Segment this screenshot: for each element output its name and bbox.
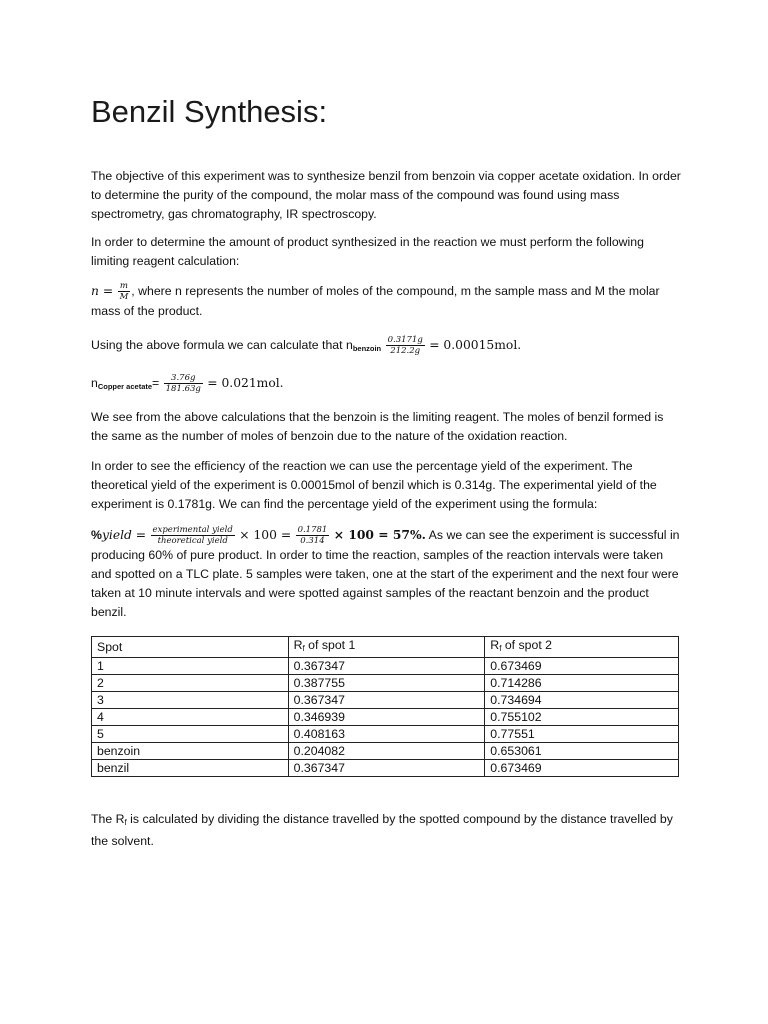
- table-row: [92, 675, 679, 692]
- copper-denominator: 181.63g: [165, 384, 201, 394]
- header-rf2-sub: f: [499, 644, 502, 653]
- benzoin-denominator: 212.2g: [390, 346, 421, 356]
- table-cell-rf2: 0.673469: [485, 658, 679, 675]
- copper-fraction: [164, 373, 203, 394]
- table-cell-rf1: 0.387755: [288, 675, 485, 692]
- rf-note-before: The R: [91, 812, 125, 826]
- table-row: [92, 743, 679, 760]
- copper-numerator: 3.76g: [164, 373, 203, 384]
- table-cell-rf1: 0.367347: [288, 692, 485, 709]
- rf-table: [91, 636, 679, 777]
- header-rf1-main: R: [293, 638, 303, 652]
- formula-text: , where n represents the number of moles of the compound, m the sample mass and M the molar mass of the product.: [91, 283, 660, 318]
- benzoin-fraction: [386, 335, 425, 356]
- table-cell-spot: 4: [92, 709, 289, 726]
- yield-paragraph: [91, 525, 681, 622]
- table-cell-spot: 1: [92, 658, 289, 675]
- header-spot-label: Spot: [97, 640, 123, 654]
- table-cell-rf2: 0.714286: [485, 675, 679, 692]
- table-cell-rf2: 0.673469: [485, 760, 679, 777]
- table-cell-rf2: 0.653061: [485, 743, 679, 760]
- header-rf1-rest: of spot 1: [304, 638, 356, 652]
- yield-denominator-2: 0.314: [300, 536, 325, 547]
- table-row: [92, 760, 679, 777]
- table-cell-rf2: 0.734694: [485, 692, 679, 709]
- copper-calc-line: [91, 373, 681, 396]
- table-cell-spot: 2: [92, 675, 289, 692]
- yield-text-first: As we can see the experiment is successful: [425, 528, 667, 542]
- limiting-conclusion-paragraph: We see from the above calculations that the benzoin is the limiting reagent. The moles of benzil formed is the same as the number of moles of benzoin due to the nature of the oxidation reaction.: [91, 410, 664, 443]
- table-cell-spot: 3: [92, 692, 289, 709]
- benzoin-numerator: 0.3171g: [387, 335, 423, 345]
- mole-formula-paragraph: [91, 281, 681, 321]
- table-row: [92, 692, 679, 709]
- table-cell-rf1: 0.346939: [288, 709, 485, 726]
- yield-text-rest: in producing 60% of pure product. In order to time the reaction, samples of the reaction intervals were taken and spotted on a TLC plate. 5 samples were taken, one at the start of the experiment and the next four were taken at 10 minute intervals and were spotted against samples of the reactant benzoin and the product benzil.: [91, 528, 680, 620]
- table-cell-spot: 5: [92, 726, 289, 743]
- formula-numerator: m: [118, 281, 131, 292]
- copper-calc-prefix: n: [91, 375, 98, 390]
- header-rf-spot-2: [485, 637, 679, 658]
- formula-lhs: n =: [91, 283, 114, 298]
- yield-percent-sign: %: [91, 528, 102, 542]
- copper-subscript: Copper acetate: [97, 381, 153, 391]
- rf-note-after: is calculated by dividing the distance travelled by the spotted compound by the distance travelled by the solvent.: [91, 812, 673, 848]
- table-cell-rf1: 0.367347: [288, 658, 485, 675]
- table-cell-spot: benzoin: [92, 743, 289, 760]
- yield-fraction-2: [296, 525, 330, 546]
- copper-result: = 0.021mol.: [207, 375, 284, 390]
- intro-paragraph: The objective of this experiment was to synthesize benzil from benzoin via copper acetate oxidation. In order to determine the purity of the compound, the molar mass of the compound was found using mass spectrometry, gas chromatography, IR spectroscopy.: [91, 169, 681, 221]
- table-header-row: [92, 637, 679, 658]
- copper-eq: =: [152, 375, 160, 390]
- table-cell-spot: benzil: [92, 760, 289, 777]
- yield-numerator-1: experimental yield: [152, 525, 233, 536]
- header-rf2-rest: of spot 2: [501, 638, 553, 652]
- limiting-intro-paragraph: In order to determine the amount of product synthesized in the reaction we must perform the following limiting reagent calculation:: [91, 235, 644, 268]
- table-cell-rf2: 0.77551: [485, 726, 679, 743]
- table-row: [92, 726, 679, 743]
- yield-denominator-1: theoretical yield: [157, 536, 228, 547]
- table-cell-rf1: 0.204082: [288, 743, 485, 760]
- header-spot: [92, 637, 289, 658]
- benzoin-result: = 0.00015mol.: [429, 337, 522, 352]
- yield-fraction-1: [151, 525, 235, 546]
- table-cell-rf1: 0.367347: [288, 760, 485, 777]
- yield-lhs: yield =: [101, 528, 147, 542]
- header-rf-spot-1: [288, 637, 485, 658]
- table-cell-rf2: 0.755102: [485, 709, 679, 726]
- benzoin-calc-line: [91, 335, 681, 358]
- formula-denominator: M: [119, 292, 129, 302]
- header-rf2-main: R: [490, 638, 500, 652]
- page-title: Benzil Synthesis:: [91, 94, 328, 129]
- table-row: [92, 658, 679, 675]
- benzoin-calc-prefix: Using the above formula we can calculate that n: [91, 337, 353, 352]
- yield-mid: × 100 =: [239, 528, 292, 542]
- table-cell-rf1: 0.408163: [288, 726, 485, 743]
- benzoin-subscript: benzoin: [352, 343, 382, 353]
- rf-note-paragraph: [91, 810, 681, 851]
- formula-fraction: [118, 281, 131, 302]
- rf-note-sub: f: [124, 818, 127, 827]
- efficiency-paragraph: In order to see the efficiency of the reaction we can use the percentage yield of the experiment. The theoretical yield of the experiment is 0.00015mol of benzil which is 0.314g. The experimental yield of the experiment is 0.1781g. We can find the percentage yield of the experiment using the formula:: [91, 459, 657, 511]
- yield-result: × 100 = 57%.: [333, 527, 426, 542]
- header-rf1-sub: f: [302, 644, 305, 653]
- table-row: [92, 709, 679, 726]
- yield-numerator-2: 0.1781: [297, 525, 328, 536]
